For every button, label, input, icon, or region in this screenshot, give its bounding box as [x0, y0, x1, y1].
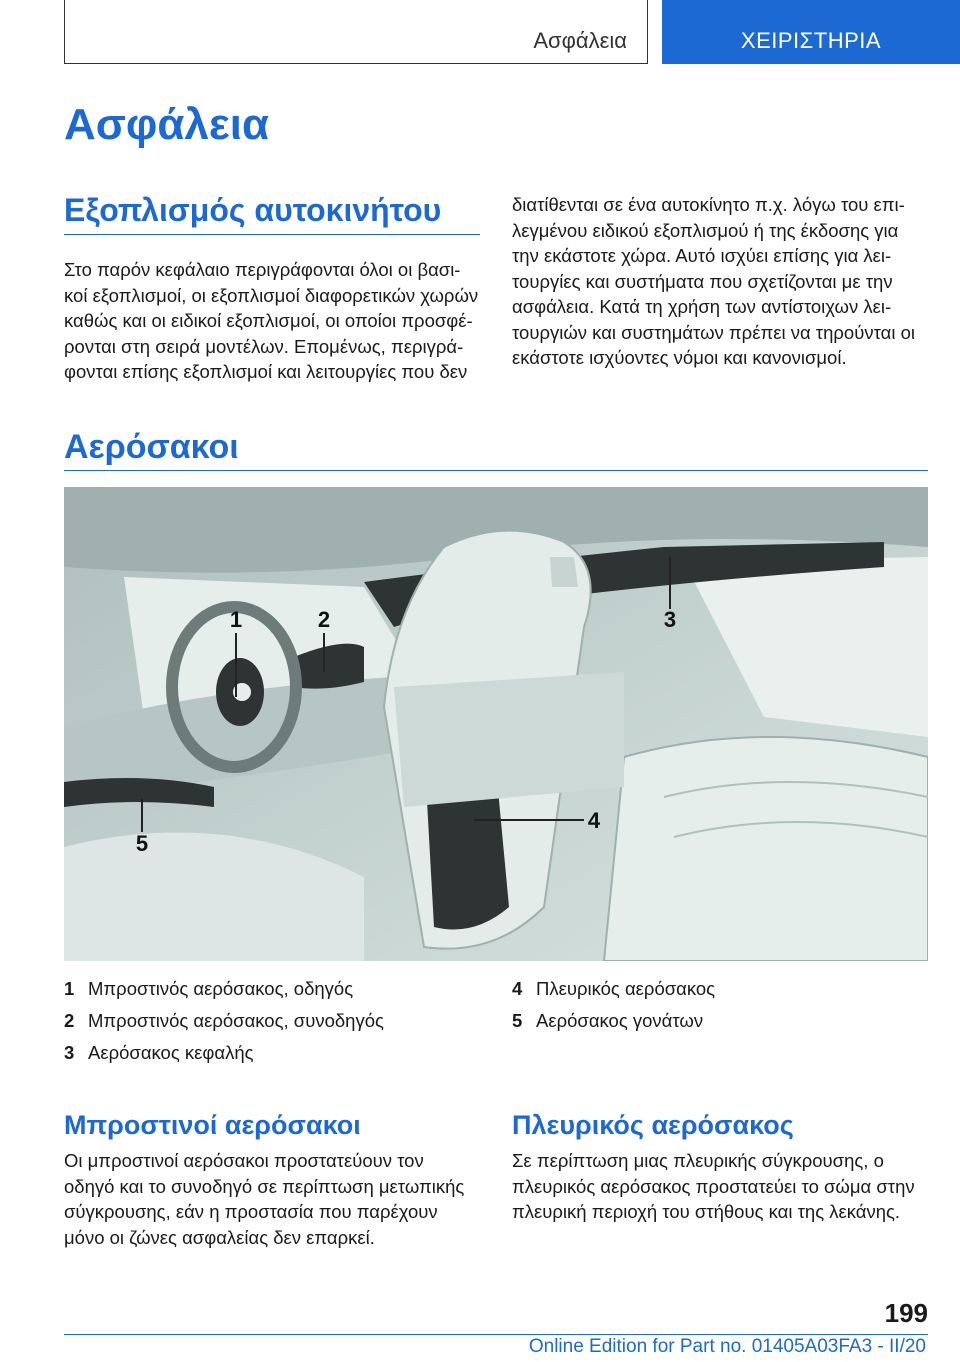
footer-rule — [64, 1334, 928, 1335]
legend-text: Αερόσακος γονάτων — [536, 1010, 704, 1031]
legend-item — [512, 978, 932, 1010]
equipment-col2-line: λεγμένου ειδικού εξοπλισμού ή της έκδοσης για — [512, 219, 899, 241]
legend-number: 1 — [64, 978, 75, 999]
airbag-legend-col1 — [64, 978, 484, 1074]
legend-item — [512, 1010, 932, 1042]
callout-5: 5 — [135, 831, 149, 856]
legend-text: Πλευρικός αερόσακος — [536, 978, 716, 999]
callout-2: 2 — [317, 607, 331, 632]
equipment-col1-line: κοί εξοπλισμοί, οι εξοπλισμοί διαφορετικών χωρών — [64, 284, 479, 306]
front-airbags-text — [64, 1148, 484, 1250]
equipment-col1-line: Στο παρόν κεφάλαιο περιγράφονται όλοι οι βασι- — [64, 259, 461, 280]
legend-text: Μπροστινός αερόσακος, συνοδηγός — [88, 1010, 384, 1031]
side-airbag-text — [512, 1148, 932, 1225]
equipment-col2 — [512, 192, 932, 371]
front-airbags-title: Μπροστινοί αερόσακοι — [64, 1110, 361, 1140]
side-airbag-line: Σε περίπτωση μιας πλευρικής σύγκρουσης, ο — [512, 1150, 884, 1171]
equipment-col1-line: φονται επίσης εξοπλισμοί και λειτουργίες που δεν — [64, 361, 468, 382]
front-airbags-line: σύγκρουσης, εάν η προστασία που παρέχουν — [64, 1201, 438, 1222]
airbags-title: Αερόσακοι — [64, 428, 239, 466]
equipment-col2-line: τουργίες και συστήματα που σχετίζονται με την — [512, 270, 893, 292]
legend-number: 5 — [512, 1010, 523, 1031]
side-airbag-title: Πλευρικός αερόσακος — [512, 1110, 794, 1140]
legend-item — [64, 978, 484, 1010]
equipment-col2-line: ασφάλεια. Κατά τη χρήση των αντίστοιχων λει- — [512, 296, 892, 317]
airbags-rule — [64, 470, 928, 471]
front-airbags-line: μόνο οι ζώνες ασφαλείας δεν επαρκεί. — [64, 1226, 375, 1248]
equipment-col2-line: την εκάστοτε χώρα. Αυτό ισχύει επίσης για λει- — [512, 245, 892, 266]
footer-edition-text: Online Edition for Part no. 01405A03FA3 - II/20 — [528, 1336, 926, 1357]
header-chapter-name: ΧΕΙΡΙΣΤΗΡΙΑ — [740, 28, 882, 53]
page-number: 199 — [884, 1298, 928, 1328]
car-interior-drawing — [64, 487, 928, 961]
legend-number: 4 — [512, 978, 523, 999]
equipment-title: Εξοπλισμός αυτοκινήτου — [64, 192, 442, 228]
legend-number: 2 — [64, 1010, 75, 1031]
equipment-col2-line: τουργιών και συστημάτων πρέπει να τηρούνται οι — [512, 321, 915, 343]
equipment-col1-line: ρονται στη σειρά μοντέλων. Επομένως, περιγρά- — [64, 335, 464, 357]
callout-1: 1 — [229, 607, 243, 632]
legend-number: 3 — [64, 1042, 75, 1063]
equipment-col1 — [64, 257, 484, 385]
header-section-name: Ασφάλεια — [533, 28, 627, 53]
side-airbag-line: πλευρικός αερόσακος προστατεύει το σώμα στην — [512, 1175, 915, 1197]
airbag-locations-illustration — [64, 487, 928, 961]
equipment-col1-line: καθώς και οι ειδικοί εξοπλισμοί, οι οποίοι προσφέ- — [64, 310, 473, 331]
front-airbags-line: Οι μπροστινοί αερόσακοι προστατεύουν τον — [64, 1150, 424, 1171]
header-chapter-box — [662, 0, 960, 64]
side-airbag-line: πλευρική περιοχή του στήθους και της λεκάνης. — [512, 1201, 901, 1222]
legend-text: Μπροστινός αερόσακος, οδηγός — [88, 978, 354, 999]
legend-item — [64, 1042, 484, 1074]
header-section-box — [64, 0, 648, 64]
page-header — [0, 0, 960, 66]
callout-4: 4 — [587, 808, 601, 833]
equipment-col2-line: διατίθενται σε ένα αυτοκίνητο π.χ. λόγω του επι- — [512, 194, 905, 215]
equipment-rule — [64, 234, 480, 235]
legend-text: Αερόσακος κεφαλής — [88, 1042, 254, 1063]
airbag-legend-col2 — [512, 978, 932, 1042]
page-title: Ασφάλεια — [64, 100, 270, 149]
callout-3: 3 — [663, 607, 677, 632]
legend-item — [64, 1010, 484, 1042]
front-airbags-line: οδηγό και το συνοδηγό σε περίπτωση μετωπικής — [64, 1175, 465, 1197]
equipment-col2-line: εκάστοτε ισχύοντες νόμοι και κανονισμοί. — [512, 347, 847, 368]
